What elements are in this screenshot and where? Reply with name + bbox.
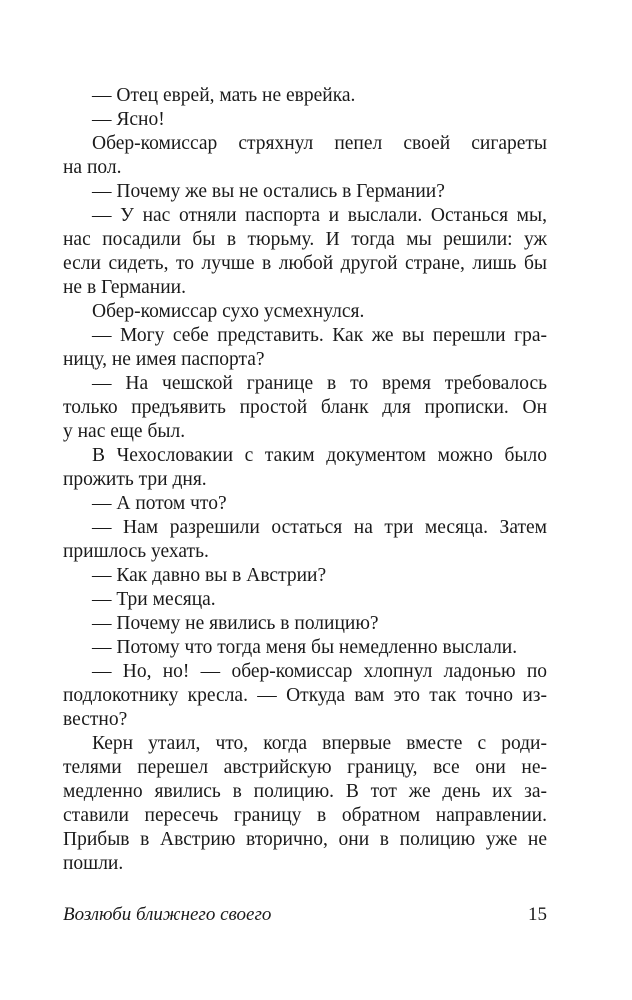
text-line: — Почему же вы не остались в Германии? <box>92 181 445 202</box>
text-line: — Как давно вы в Австрии? <box>92 565 327 586</box>
text-line: нас посадили бы в тюрьму. И тогда мы решили: уж <box>63 229 547 250</box>
text-line: телями перешел австрийскую границу, все они не- <box>63 757 547 778</box>
text-line: — Потому что тогда меня бы немедленно выслали. <box>92 637 518 658</box>
text-line: прожить три дня. <box>63 469 207 490</box>
text-line: Керн утаил, что, когда впервые вместе с роди- <box>92 733 547 754</box>
text-line: — Но, но! — обер-комиссар хлопнул ладонью по <box>92 661 547 682</box>
text-line: у нас еще был. <box>63 421 186 442</box>
text-line: — У нас отняли паспорта и выслали. Останься мы, <box>92 205 547 226</box>
text-line: — Могу себе представить. Как же вы перешли гра- <box>92 325 547 346</box>
text-line: Обер-комиссар стряхнул пепел своей сигареты <box>92 133 547 154</box>
text-line: Обер-комиссар сухо усмехнулся. <box>92 301 365 322</box>
body-text <box>63 84 547 876</box>
text-line: пошли. <box>63 853 124 874</box>
text-line: — Почему не явились в полицию? <box>92 613 379 634</box>
page-number: 15 <box>528 904 547 925</box>
text-line: — Нам разрешили остаться на три месяца. Затем <box>92 517 547 538</box>
text-line: — На чешской границе в то время требовалось <box>92 373 547 394</box>
text-line: не в Германии. <box>63 277 186 298</box>
text-line: — Ясно! <box>92 109 165 130</box>
text-line: ницу, не имея паспорта? <box>63 349 265 370</box>
text-line: — Три месяца. <box>92 589 216 610</box>
text-line: вестно? <box>63 709 128 730</box>
page-footer <box>63 903 547 927</box>
text-line: пришлось уехать. <box>63 541 209 562</box>
text-line: медленно явились в полицию. В тот же день их за- <box>63 781 547 802</box>
text-line: только предъявить простой бланк для прописки. Он <box>63 397 547 418</box>
text-line: — А потом что? <box>92 493 227 514</box>
text-line: на пол. <box>63 157 122 178</box>
text-line: В Чехословакии с таким документом можно было <box>92 445 547 466</box>
text-line: ставили пересечь границу в обратном направлении. <box>63 805 547 826</box>
text-line: подлокотнику кресла. — Откуда вам это так точно из- <box>63 685 547 706</box>
text-line: — Отец еврей, мать не еврейка. <box>92 85 356 106</box>
text-line: если сидеть, то лучше в любой другой стране, лишь бы <box>63 253 547 274</box>
text-line: Прибыв в Австрию вторично, они в полицию уже не <box>63 829 547 850</box>
running-title: Возлюби ближнего своего <box>63 904 272 925</box>
